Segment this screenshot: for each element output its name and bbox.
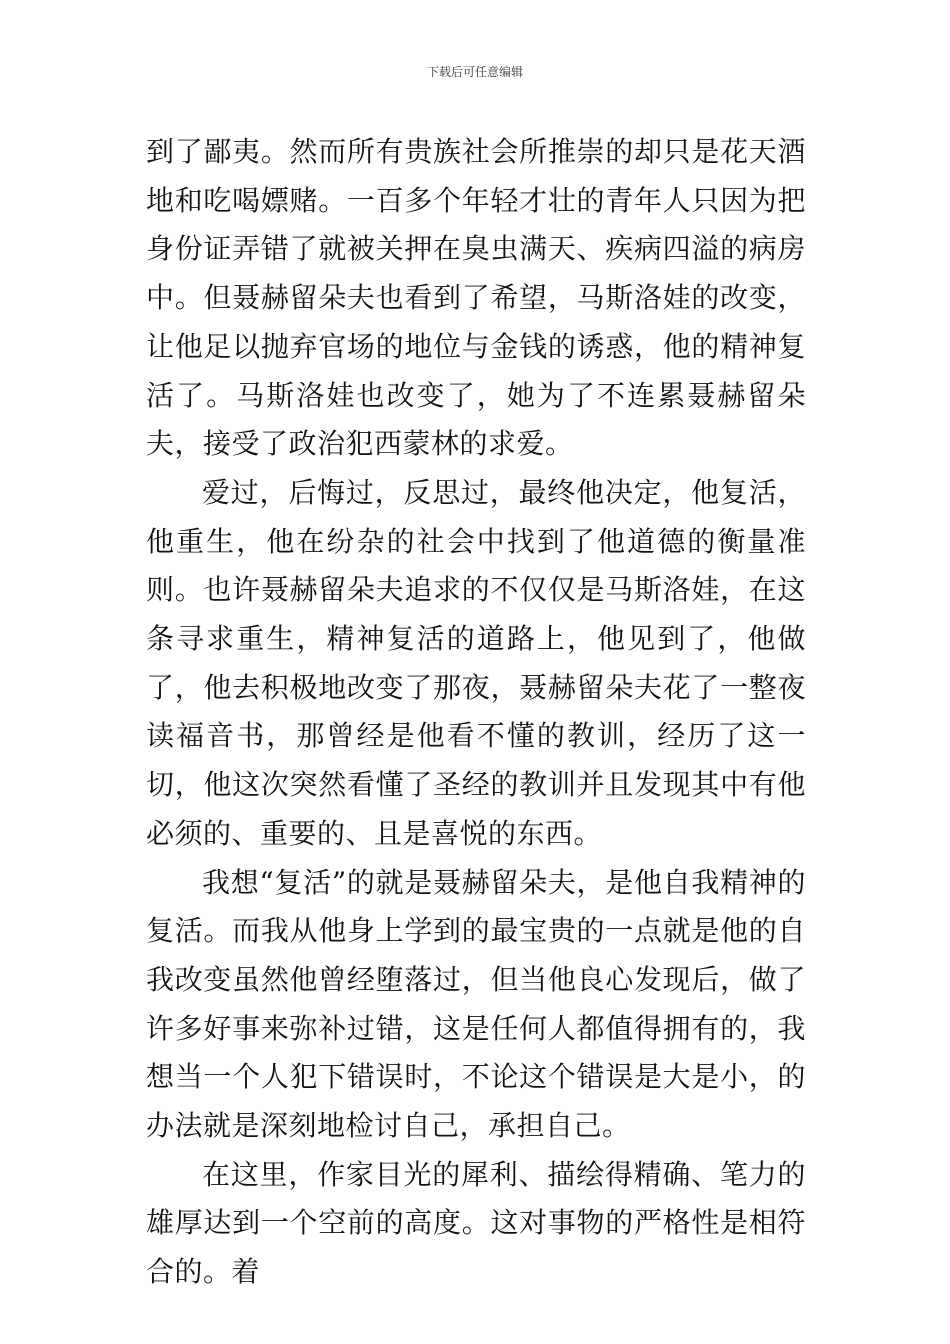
- paragraph-1: 到了鄙夷。然而所有贵族社会所推崇的却只是花天酒地和吃喝嫖赌。一百多个年轻才壮的青年人只因为把身份证弄错了就被关押在臭虫满天、疾病四溢的病房中。但聂赫留朵夫也看到了希望，马斯洛娃的改变，让他足以抛弃官场的地位与金钱的诱惑，他的精神复活了。马斯洛娃也改变了，她为了不连累聂赫留朵夫，接受了政治犯西蒙林的求爱。: [146, 135, 806, 461]
- paragraph-4: 在这里，作家目光的犀利、描绘得精确、笔力的雄厚达到一个空前的高度。这对事物的严格性是相符合的。着: [146, 1157, 806, 1289]
- body-text: [146, 128, 806, 1297]
- paragraph-3: 我想“复活”的就是聂赫留朵夫，是他自我精神的复活。而我从他身上学到的最宝贵的一点就是他的自我改变虽然他曾经堕落过，但当他良心发现后，做了许多好事来弥补过错，这是任何人都值得拥有的，我想当一个人犯下错误时，不论这个错误是大是小，的办法就是深刻地检讨自己，承担自己。: [146, 865, 806, 1143]
- paragraph-2: 爱过，后悔过，反思过，最终他决定，他复活，他重生，他在纷杂的社会中找到了他道德的衡量准则。也许聂赫留朵夫追求的不仅仅是马斯洛娃，在这条寻求重生，精神复活的道路上，他见到了，他做了，他去积极地改变了那夜，聂赫留朵夫花了一整夜读福音书，那曾经是他看不懂的教训，经历了这一切，他这次突然看懂了圣经的教训并且发现其中有他必须的、重要的、且是喜悦的东西。: [146, 475, 806, 850]
- header-note: 下载后可任意编辑: [426, 65, 523, 79]
